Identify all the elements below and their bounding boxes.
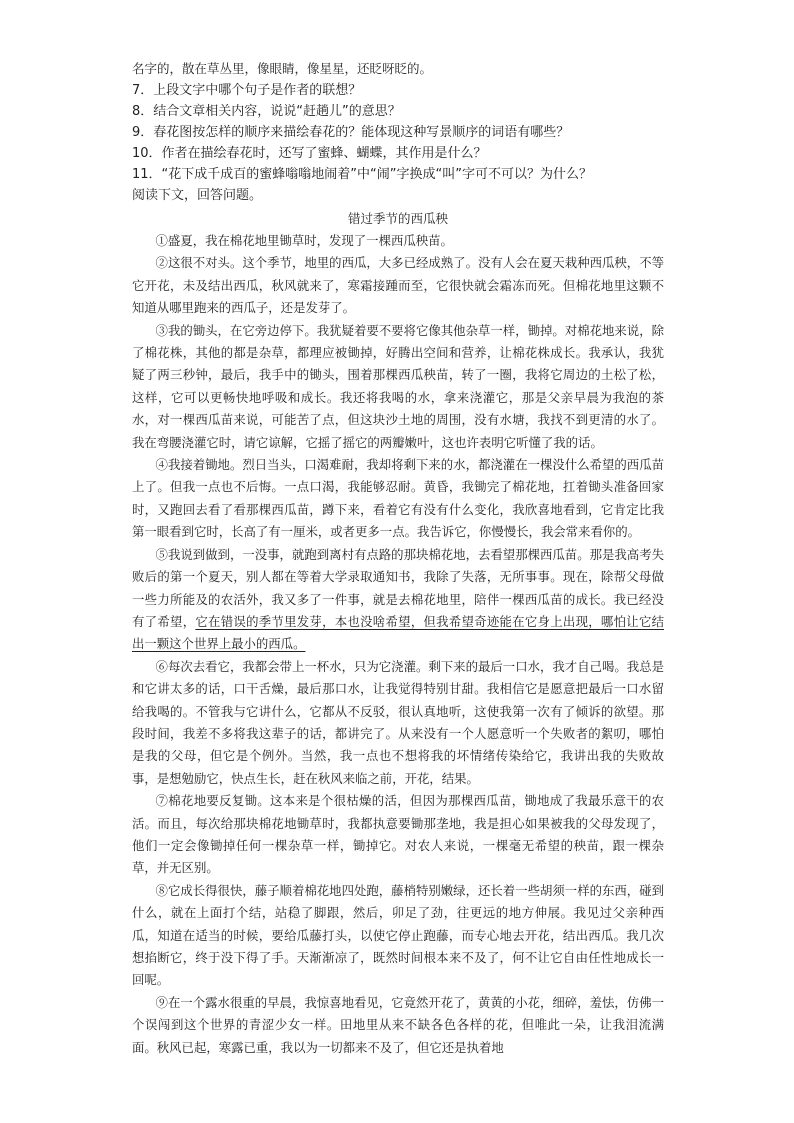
- paragraph-7: ⑦棉花地要反复锄。这本来是个很枯燥的活，但因为那棵西瓜苗，锄地成了我最乐意干的农活。而且，每次给那块棉花地锄草时，我都执意要锄那垄地，我是担心如果被我的父母发现了，他们一定会像锄掉任何一棵杂草一样，锄掉它。对农人来说，一棵毫无希望的秧苗，跟一棵杂草，并无区别。: [132, 793, 664, 876]
- paragraph-5-text: ⑤我说到做到，一没事，就跑到离村有点路的那块棉花地，去看望那棵西瓜苗。那是我高考失败后的第一个夏天，别人都在等着大学录取通知书，我除了失落，无所事事。现在，除帮父母做一些力所能及的农活外，我又多了一件事，就是去棉花地里，陪伴一棵西瓜苗的成长。我已经没有了希望，: [132, 546, 664, 629]
- paragraph-3: ③我的锄头，在它旁边停下。我犹疑着要不要将它像其他杂草一样，锄掉。对棉花地来说，除了棉花株，其他的都是杂草，都理应被锄掉，好腾出空间和营养，让棉花株成长。我承认，我犹疑了两三秒钟，最后，我手中的锄头，围着那棵西瓜秧苗，转了一圈，我将它周边的土松了松，这样，它可以更畅快地呼吸和成长。我还将我喝的水，拿来浇灌它，那是父亲早晨为我泡的茶水，对一棵西瓜苗来说，可能苦了点，但这块沙土地的周围，没有水塘，我找不到更清的水了。我在弯腰浇灌它时，请它谅解，它摇了摇它的两瓣嫩叶，这也许表明它听懂了我的话。: [132, 322, 664, 450]
- question-item: 10．作者在描绘春花时，还写了蜜蜂、蝴蝶，其作用是什么？: [132, 146, 487, 161]
- paragraph-6: ⑥每次去看它，我都会带上一杯水，只为它浇灌。剩下来的最后一口水，我才自己喝。我总是和它讲太多的话，口干舌燥，最后那口水，让我觉得特别甘甜。我相信它是愿意把最后一口水留给我喝的。不管我与它讲什么，它都从不反驳，很认真地听，这使我第一次有了倾诉的欲望。那段时间，我差不多将我这辈子的话，都讲完了。从来没有一个人愿意听一个失败者的絮叨，哪怕是我的父母，但它是个例外。当然，我一点也不想将我的坏情绪传染给它，我讲出我的失败故事，是想勉励它，快点生长，赶在秋风来临之前，开花，结果。: [132, 658, 664, 786]
- paragraph-8: ⑧它成长得很快，藤子顺着棉花地四处跑，藤梢特别嫩绿，还长着一些胡须一样的东西，碰到什么，就在上面打个结，站稳了脚跟，然后，卯足了劲，往更远的地方伸展。我见过父亲种西瓜，知道在适当的时候，要给瓜藤打头，以使它停止跑藤，而专心地去开花，结出西瓜。我几次想掐断它，终于没下得了手。天渐渐凉了，既然时间根本来不及了，何不让它自由任性地成长一回呢。: [132, 882, 664, 988]
- paragraph-9: ⑨在一个露水很重的早晨，我惊喜地看见，它竟然开花了，黄黄的小花，细碎，羞怯，仿佛一个误闯到这个世界的青涩少女一样。田地里从来不缺各色各样的花，但唯此一朵，让我泪流满面。秋风已起，寒露已重，我以为一切都来不及了，但它还是执着地: [132, 994, 664, 1055]
- question-item: 9．春花图按怎样的顺序来描绘春花的？能体现这种写景顺序的词语有哪些？: [132, 125, 570, 140]
- paragraph-1: ①盛夏，我在棉花地里锄草时，发现了一棵西瓜秧苗。: [155, 233, 453, 248]
- article-title: 错过季节的西瓜秧: [347, 211, 448, 226]
- question-item: 7．上段文字中哪个句子是作者的联想？: [132, 83, 362, 98]
- paragraph-5: [132, 544, 664, 656]
- underlined-sentence: 它在错误的季节里发芽，本也没啥希望，但我希望奇迹能在它身上出现，哪怕让它结出一颗这个世界上最小的西瓜。: [132, 613, 665, 652]
- previous-text-line: 名字的，散在草丛里，像眼睛，像星星，还眨呀眨的。: [132, 61, 433, 76]
- reading-instruction: 阅读下文，回答问题。: [132, 188, 263, 203]
- question-item: 11．“花下成千成百的蜜蜂嗡嗡地闹着”中“闹”字换成“叫”字可不可以？为什么？: [132, 167, 592, 182]
- question-item: 8．结合文章相关内容，说说“赶趟儿”的意思？: [132, 104, 401, 119]
- article-body: [132, 230, 664, 1059]
- paragraph-2: ②这很不对头。这个季节，地里的西瓜，大多已经成熟了。没有人会在夏天栽种西瓜秧，不等它开花，未及结出西瓜，秋风就来了，寒霜接踵而至，它很快就会霜冻而死。但棉花地里这颗不知道从哪里跑来的西瓜子，还是发芽了。: [132, 255, 664, 316]
- question-list: [132, 80, 664, 185]
- paragraph-4: ④我接着锄地。烈日当头，口渴难耐，我却将剩下来的水，都浇灌在一棵没什么希望的西瓜苗上了。但我一点也不后悔。一点口渴，我能够忍耐。黄昏，我锄完了棉花地，扛着锄头准备回家时，又跑回去看了看那棵西瓜苗，蹲下来，看着它有没有什么变化，我欣喜地看到，它肯定比我第一眼看到它时，长高了有一厘米，或者更多一点。我告诉它，你慢慢长，我会常来看你的。: [132, 457, 664, 540]
- document-page: [132, 58, 664, 1059]
